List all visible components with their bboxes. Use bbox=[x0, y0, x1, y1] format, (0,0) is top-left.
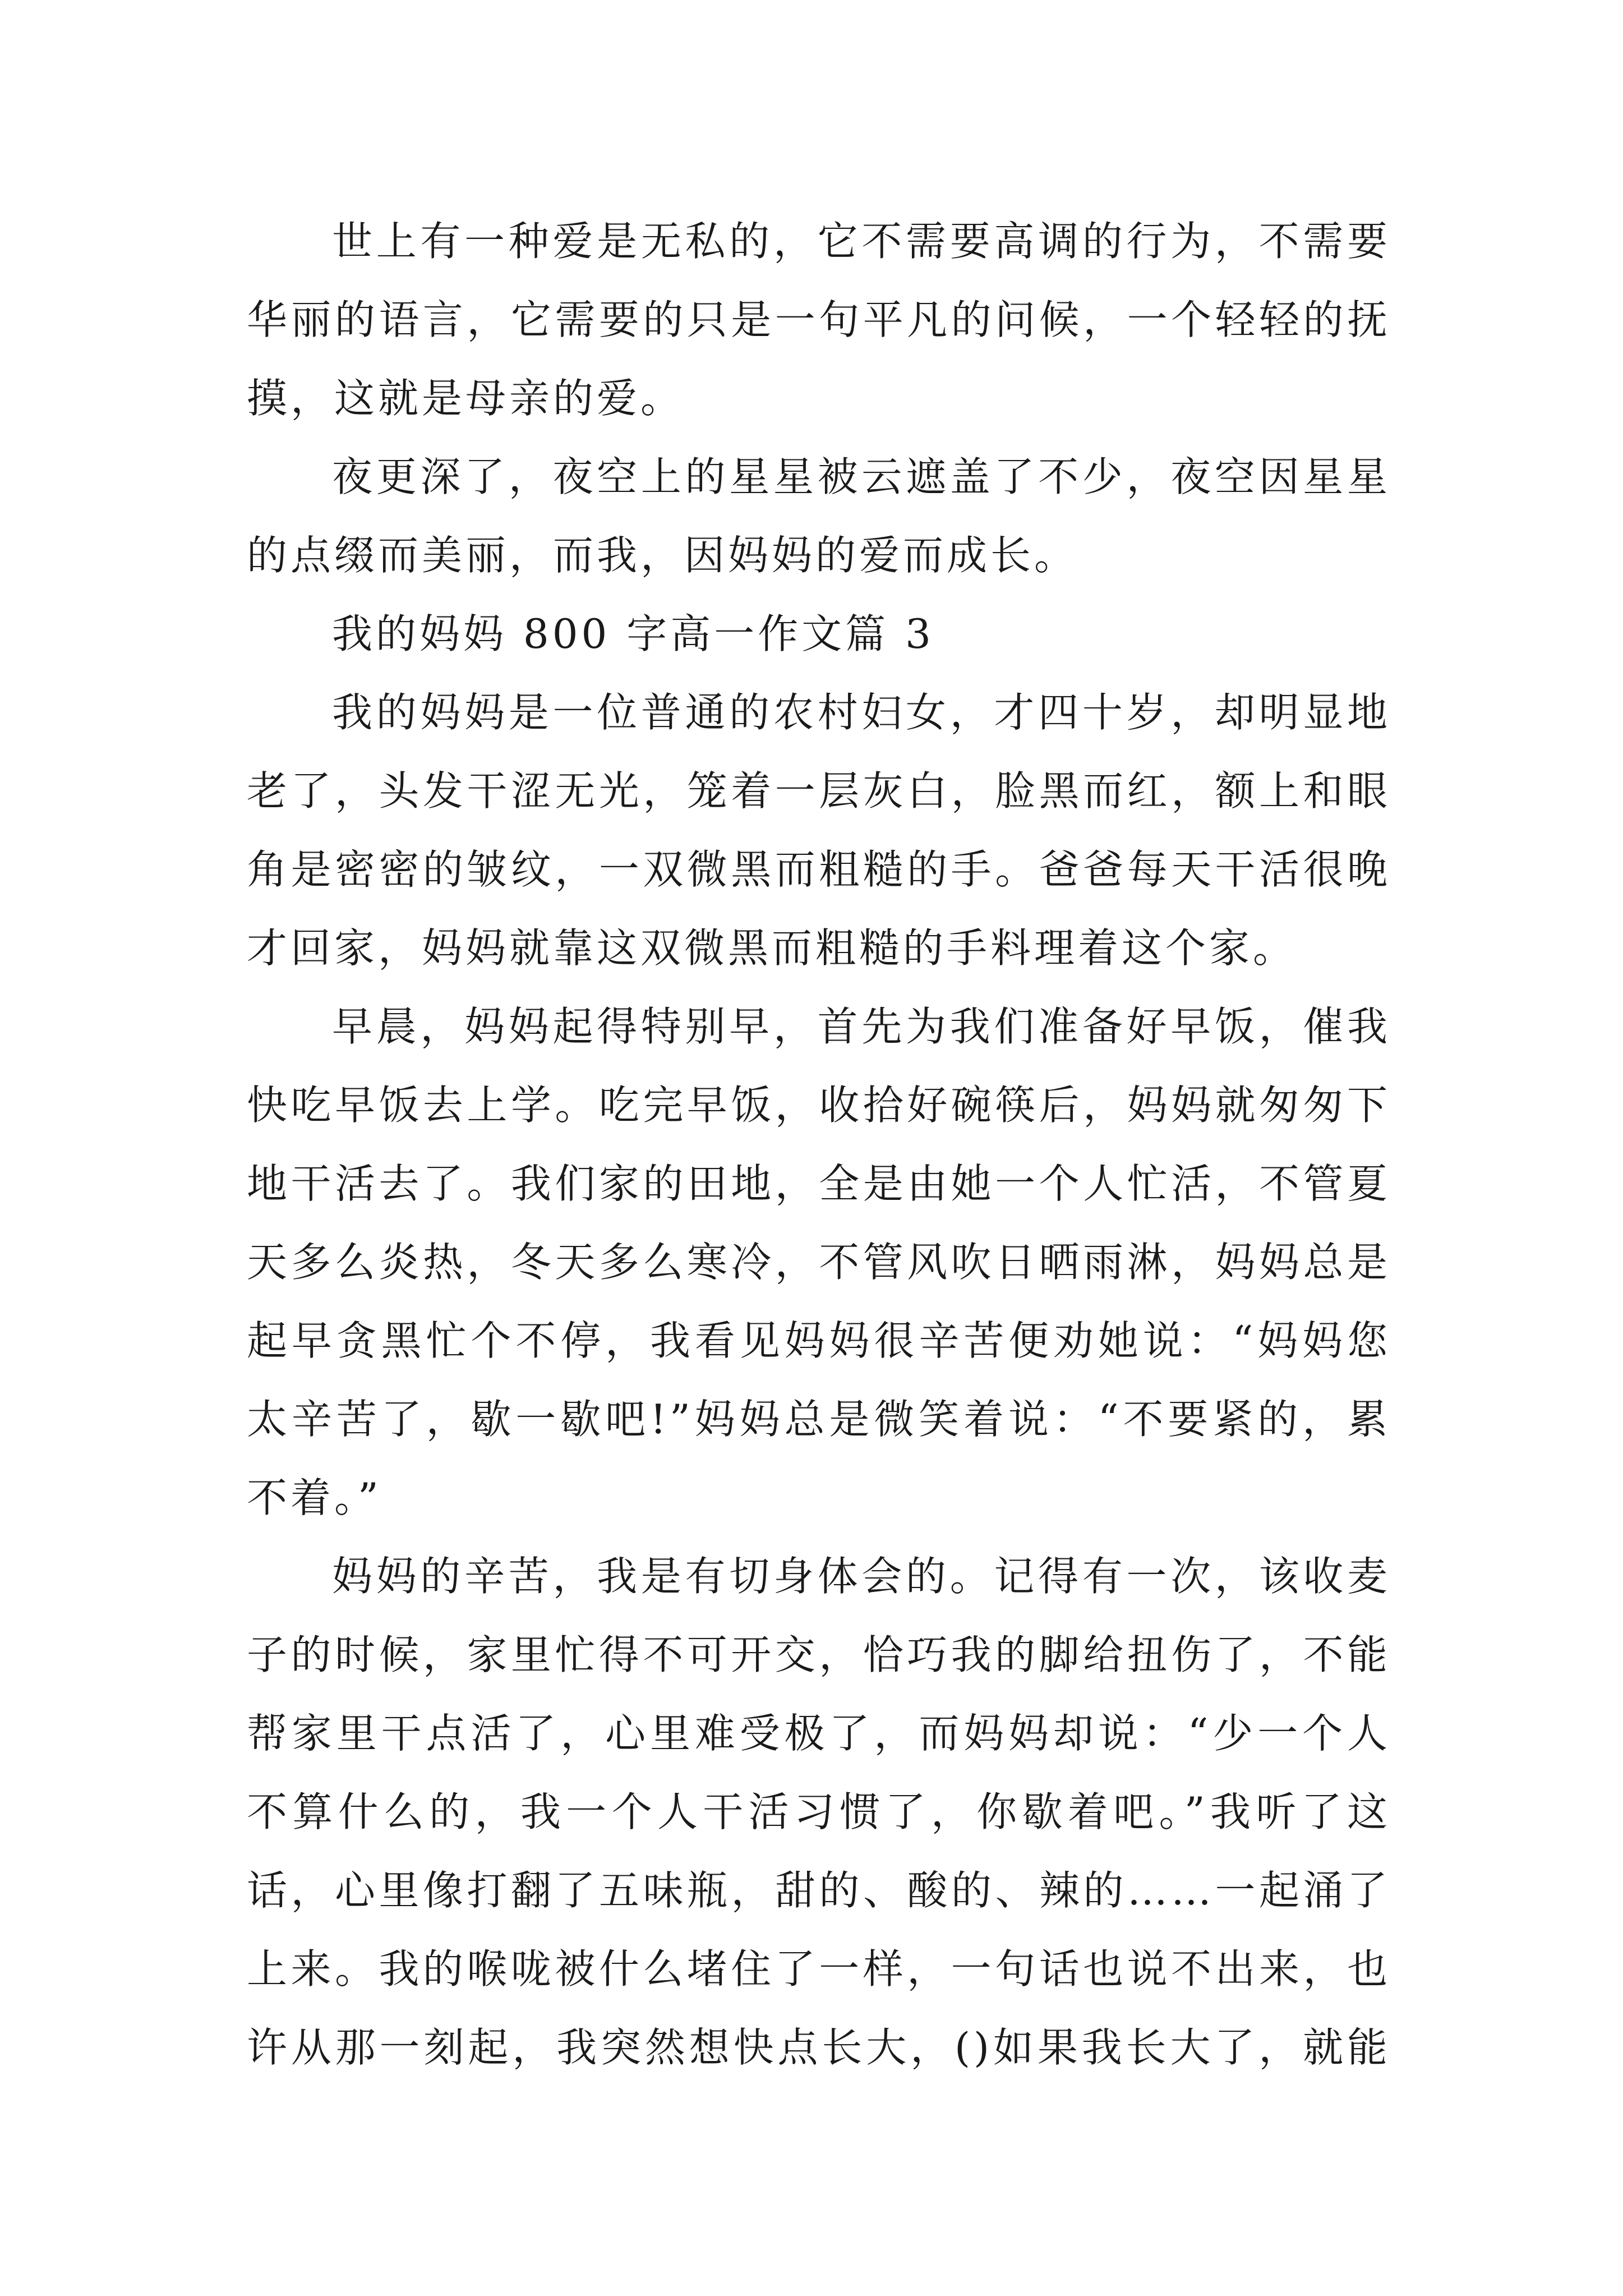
text-line: 的点缀而美丽，而我，因妈妈的爱而成长。 bbox=[247, 532, 1078, 579]
paragraph bbox=[247, 1537, 1391, 2087]
paragraph bbox=[247, 987, 1391, 1537]
text-line: 不算什么的，我一个人干活习惯了，你歇着吧。”我听了这 bbox=[247, 1788, 1391, 1835]
text-line: 地干活去了。我们家的田地，全是由她一个人忙活，不管夏 bbox=[247, 1160, 1391, 1207]
text-line: 不着。” bbox=[247, 1474, 382, 1521]
paragraph bbox=[247, 673, 1391, 987]
text-line: 妈妈的辛苦，我是有切身体会的。记得有一次，该收麦 bbox=[332, 1553, 1391, 1600]
text-line: 天多么炎热，冬天多么寒冷，不管风吹日晒雨淋，妈妈总是 bbox=[247, 1239, 1391, 1286]
text-line: 子的时候，家里忙得不可开交，恰巧我的脚给扭伤了，不能 bbox=[247, 1631, 1391, 1678]
text-line: 上来。我的喉咙被什么堵住了一样，一句话也说不出来，也 bbox=[247, 1945, 1391, 1993]
text-line: 华丽的语言，它需要的只是一句平凡的问候，一个轻轻的抚 bbox=[247, 296, 1391, 343]
text-line: 起早贪黑忙个不停，我看见妈妈很辛苦便劝她说：“妈妈您 bbox=[247, 1317, 1391, 1364]
text-line: 话，心里像打翻了五味瓶，甜的、酸的、辣的……一起涌了 bbox=[247, 1867, 1391, 1914]
section-heading bbox=[247, 595, 1391, 673]
text-line: 才回家，妈妈就靠这双微黑而粗糙的手料理着这个家。 bbox=[247, 924, 1297, 972]
text-line: 早晨，妈妈起得特别早，首先为我们准备好早饭，催我 bbox=[332, 1003, 1391, 1050]
paragraph bbox=[247, 438, 1391, 595]
text-line: 我的妈妈是一位普通的农村妇女，才四十岁，却明显地 bbox=[332, 689, 1391, 736]
text-line: 夜更深了，夜空上的星星被云遮盖了不少，夜空因星星 bbox=[332, 453, 1391, 500]
text-line: 世上有一种爱是无私的，它不需要高调的行为，不需要 bbox=[332, 218, 1391, 265]
text-line: 摸，这就是母亲的爱。 bbox=[247, 375, 685, 422]
text-line: 太辛苦了，歇一歇吧!”妈妈总是微笑着说：“不要紧的，累 bbox=[247, 1396, 1391, 1443]
text-line: 快吃早饭去上学。吃完早饭，收拾好碗筷后，妈妈就匆匆下 bbox=[247, 1082, 1391, 1129]
document-body bbox=[247, 202, 1391, 2087]
text-line: 许从那一刻起，我突然想快点长大，()如果我长大了，就能 bbox=[247, 2024, 1391, 2071]
text-line: 帮家里干点活了，心里难受极了，而妈妈却说：“少一个人 bbox=[247, 1710, 1391, 1757]
heading-text: 我的妈妈 800 字高一作文篇 3 bbox=[332, 610, 934, 657]
paragraph bbox=[247, 202, 1391, 438]
text-line: 角是密密的皱纹，一双微黑而粗糙的手。爸爸每天干活很晚 bbox=[247, 846, 1391, 893]
text-line: 老了，头发干涩无光，笼着一层灰白，脸黑而红，额上和眼 bbox=[247, 767, 1391, 815]
